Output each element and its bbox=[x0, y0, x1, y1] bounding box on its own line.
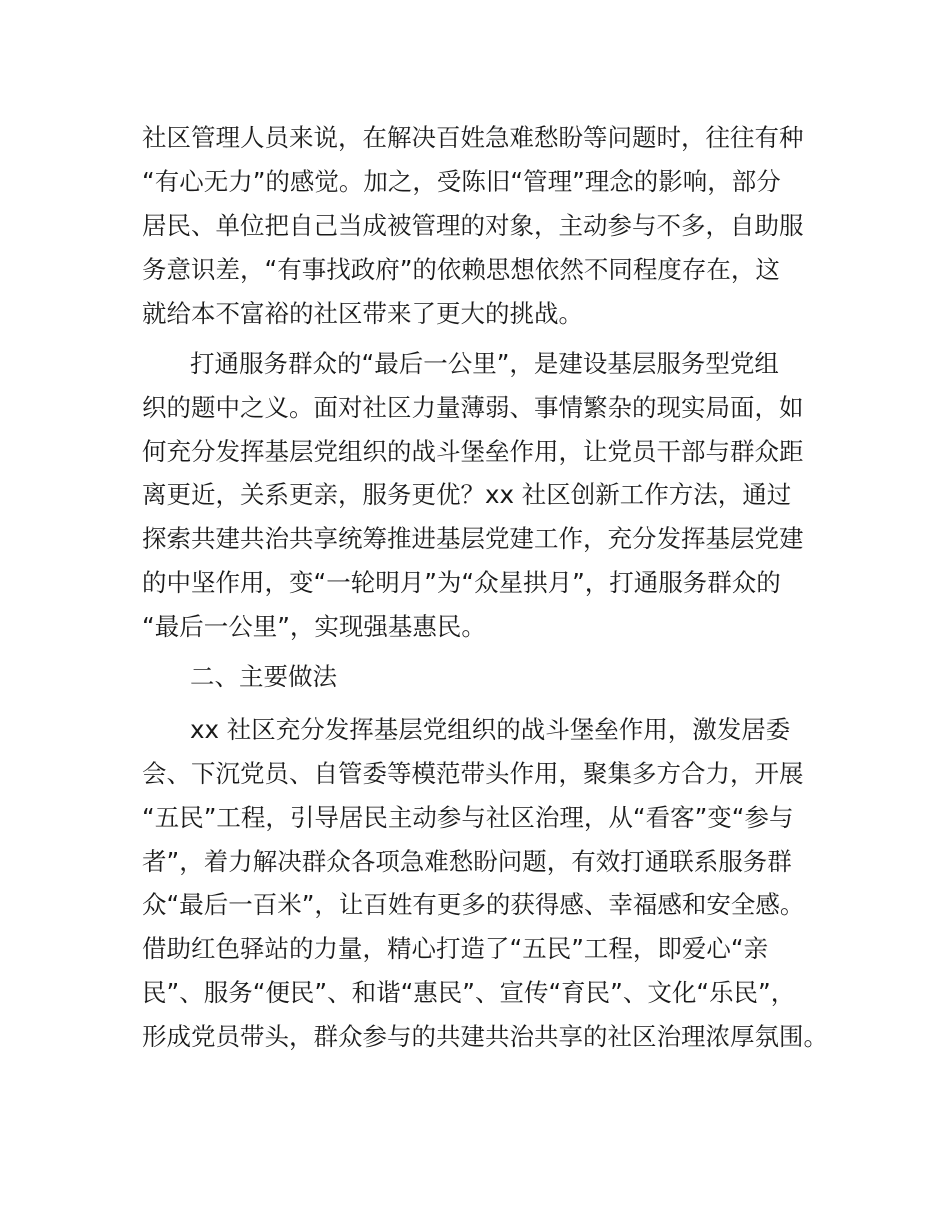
text-line-16: “五民”工程，引导居民主动参与社区治理，从“看客”变“参与 bbox=[142, 803, 794, 832]
section-heading: 二、主要做法 bbox=[190, 662, 337, 691]
text-line-12: “最后一公里”，实现强基惠民。 bbox=[142, 612, 486, 641]
text-line-4: 务意识差，“有事找政府”的依赖思想依然不同程度存在，这 bbox=[142, 255, 780, 284]
text-line-19: 借助红色驿站的力量，精心打造了“五民”工程，即爱心“亲 bbox=[142, 934, 769, 963]
text-line-1: 社区管理人员来说，在解决百姓急难愁盼等问题时，往往有种 bbox=[142, 123, 804, 152]
text-line-21: 形成党员带头，群众参与的共建共治共享的社区治理浓厚氛围。 bbox=[142, 1022, 828, 1051]
text-line-6: 打通服务群众的“最后一公里”，是建设基层服务型党组 bbox=[190, 349, 779, 378]
text-line-18: 众“最后一百米”，让百姓有更多的获得感、幸福感和安全感。 bbox=[142, 890, 805, 919]
text-line-10: 探索共建共治共享统筹推进基层党建工作，充分发挥基层党建 bbox=[142, 524, 804, 553]
text-line-15: 会、下沉党员、自管委等模范带头作用，聚集多方合力，开展 bbox=[142, 759, 804, 788]
text-line-9: 离更近，关系更亲，服务更优？xx 社区创新工作方法，通过 bbox=[142, 480, 792, 509]
text-line-11: 的中坚作用，变“一轮明月”为“众星拱月”，打通服务群众的 bbox=[142, 568, 781, 597]
text-line-3: 居民、单位把自己当成被管理的对象，主动参与不多，自助服 bbox=[142, 211, 804, 240]
text-line-5: 就给本不富裕的社区带来了更大的挑战。 bbox=[142, 299, 583, 328]
text-line-8: 何充分发挥基层党组织的战斗堡垒作用，让党员干部与群众距 bbox=[142, 437, 804, 466]
text-line-2: “有心无力”的感觉。加之，受陈旧“管理”理念的影响，部分 bbox=[142, 167, 781, 196]
text-line-20: 民”、服务“便民”、和谐“惠民”、宣传“育民”、文化“乐民”， bbox=[142, 978, 796, 1007]
text-line-14: xx 社区充分发挥基层党组织的战斗堡垒作用，激发居委 bbox=[190, 715, 791, 744]
text-line-7: 织的题中之义。面对社区力量薄弱、事情繁杂的现实局面，如 bbox=[142, 393, 804, 422]
text-line-17: 者”，着力解决群众各项急难愁盼问题，有效打通联系服务群 bbox=[142, 847, 792, 876]
